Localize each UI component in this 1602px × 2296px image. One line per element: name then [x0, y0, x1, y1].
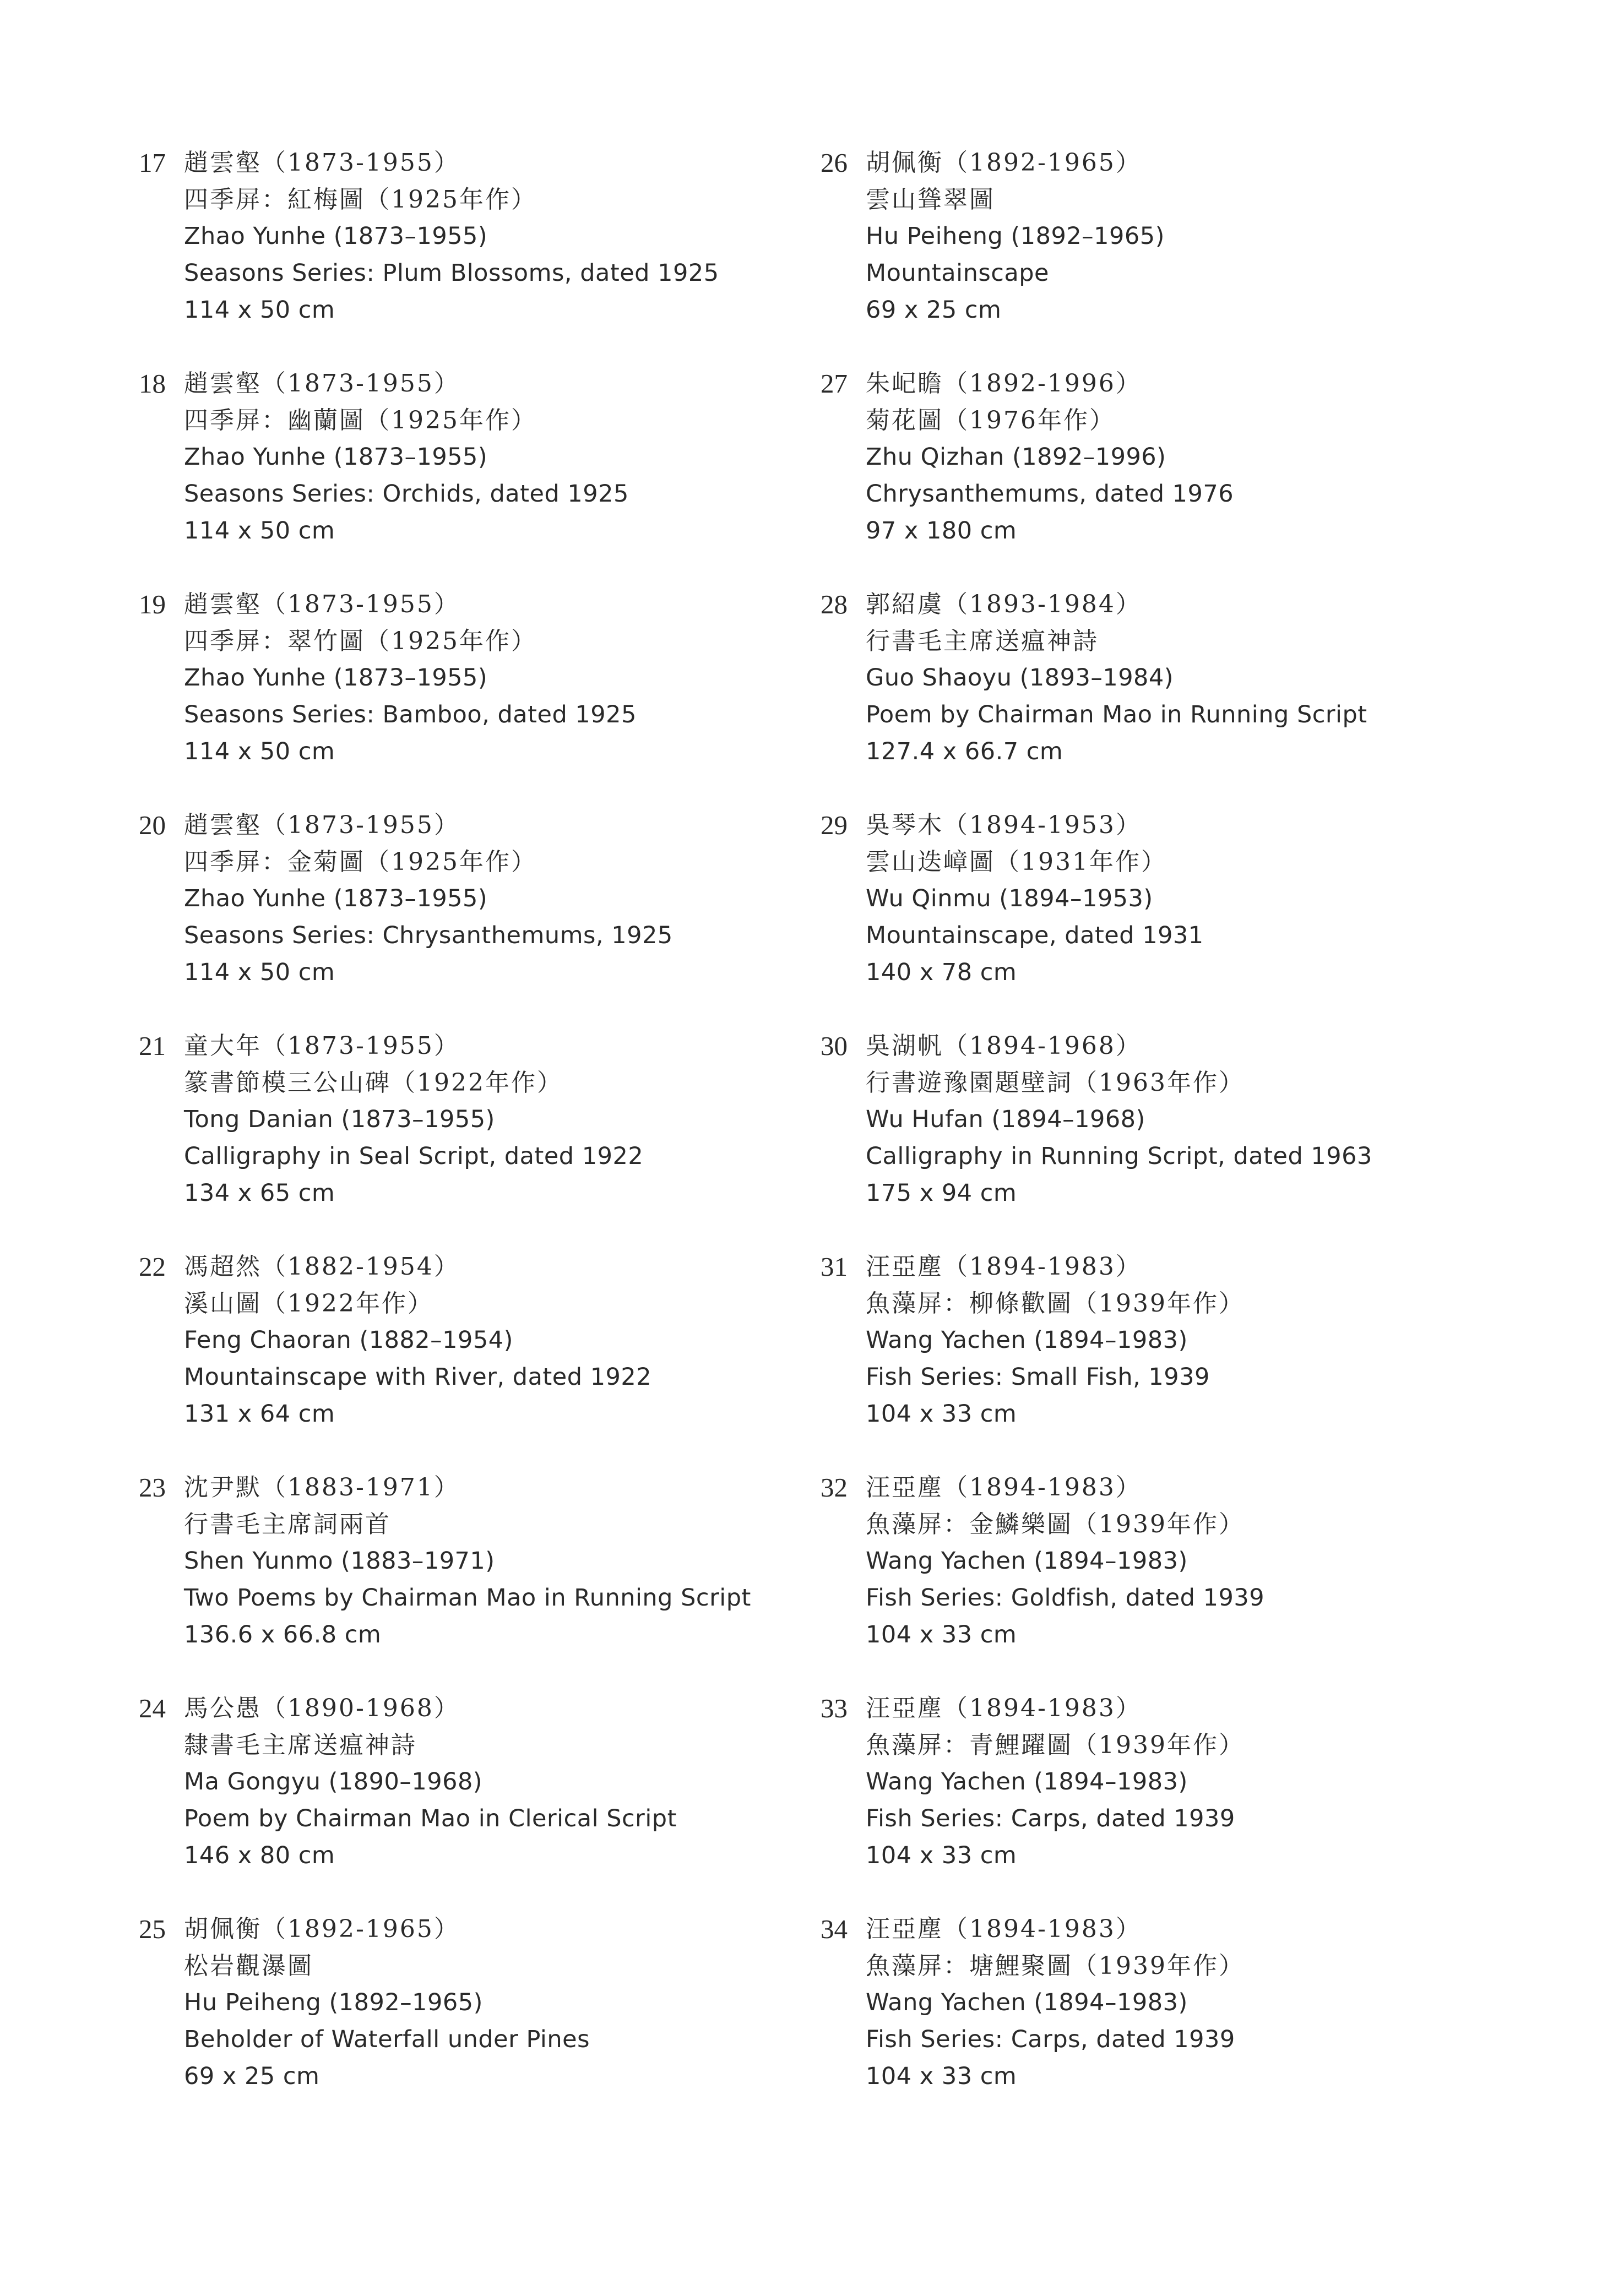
- work-title: Calligraphy in Seal Script, dated 1922: [184, 1142, 644, 1170]
- work-title: Calligraphy in Running Script, dated 1963: [866, 1142, 1372, 1170]
- work-dimensions: 114 x 50 cm: [184, 738, 335, 765]
- work-dimensions: 104 x 33 cm: [866, 1621, 1017, 1648]
- chinese-work-title: 菊花圖（1976年作）: [866, 406, 1115, 434]
- chinese-artist-name: 郭紹虞（1893-1984）: [866, 590, 1142, 618]
- work-title: Poem by Chairman Mao in Clerical Script: [184, 1805, 677, 1832]
- catalogue-entry: [821, 1690, 1459, 1911]
- work-title: Seasons Series: Orchids, dated 1925: [184, 480, 629, 508]
- chinese-artist-name: 汪亞塵（1894-1983）: [866, 1915, 1142, 1943]
- chinese-work-title: 行書遊豫園題壁詞（1963年作）: [866, 1069, 1245, 1097]
- work-title: Mountainscape with River, dated 1922: [184, 1363, 652, 1391]
- catalogue-entry: [139, 1027, 778, 1248]
- chinese-work-title: 魚藻屏：青鯉躍圖（1939年作）: [866, 1731, 1245, 1759]
- work-dimensions: 104 x 33 cm: [866, 1842, 1017, 1869]
- work-dimensions: 134 x 65 cm: [184, 1179, 335, 1207]
- chinese-artist-name: 汪亞塵（1894-1983）: [866, 1694, 1142, 1722]
- work-title: Mountainscape, dated 1931: [866, 922, 1204, 949]
- chinese-work-title: 雲山迭嶂圖（1931年作）: [866, 848, 1167, 876]
- work-title: Seasons Series: Plum Blossoms, dated 1925: [184, 259, 719, 287]
- work-title: Mountainscape: [866, 259, 1049, 287]
- entry-number: 23: [139, 1472, 166, 1503]
- artist-name: Hu Peiheng (1892–1965): [184, 1989, 483, 2016]
- catalogue-entry: [139, 1911, 778, 2131]
- left-column: [139, 144, 778, 2131]
- chinese-work-title: 四季屏：紅梅圖（1925年作）: [184, 186, 537, 214]
- entry-number: 25: [139, 1914, 166, 1944]
- chinese-artist-name: 吳湖帆（1894-1968）: [866, 1032, 1142, 1060]
- entry-number: 26: [821, 148, 848, 178]
- entry-number: 20: [139, 810, 166, 840]
- chinese-work-title: 雲山聳翠圖: [866, 186, 995, 214]
- work-dimensions: 97 x 180 cm: [866, 517, 1017, 545]
- chinese-artist-name: 朱屺瞻（1892-1996）: [866, 369, 1142, 398]
- work-title: Seasons Series: Chrysanthemums, 1925: [184, 922, 673, 949]
- catalogue-entry: [821, 1911, 1459, 2131]
- catalogue-entry: [821, 807, 1459, 1027]
- entry-number: 19: [139, 589, 166, 619]
- artist-name: Zhao Yunhe (1873–1955): [184, 664, 488, 692]
- work-title: Chrysanthemums, dated 1976: [866, 480, 1234, 508]
- catalogue-entry: [821, 1027, 1459, 1248]
- catalogue-entry: [821, 365, 1459, 586]
- chinese-work-title: 四季屏：翠竹圖（1925年作）: [184, 627, 537, 655]
- artist-name: Ma Gongyu (1890–1968): [184, 1768, 483, 1796]
- artist-name: Wang Yachen (1894–1983): [866, 1768, 1188, 1796]
- work-dimensions: 175 x 94 cm: [866, 1179, 1017, 1207]
- chinese-artist-name: 童大年（1873-1955）: [184, 1032, 460, 1060]
- chinese-artist-name: 趙雲壑（1873-1955）: [184, 590, 460, 618]
- artist-name: Zhao Yunhe (1873–1955): [184, 443, 488, 471]
- catalogue-entry: [821, 144, 1459, 365]
- entry-number: 18: [139, 368, 166, 399]
- work-dimensions: 69 x 25 cm: [184, 2063, 320, 2090]
- chinese-work-title: 行書毛主席送瘟神詩: [866, 627, 1099, 655]
- chinese-work-title: 魚藻屏：金鱗樂圖（1939年作）: [866, 1510, 1245, 1538]
- chinese-work-title: 魚藻屏：柳條歡圖（1939年作）: [866, 1290, 1245, 1318]
- chinese-work-title: 四季屏：金菊圖（1925年作）: [184, 848, 537, 876]
- work-dimensions: 114 x 50 cm: [184, 296, 335, 324]
- chinese-work-title: 魚藻屏：塘鯉聚圖（1939年作）: [866, 1952, 1245, 1980]
- catalogue-entry: [139, 144, 778, 365]
- chinese-work-title: 四季屏：幽蘭圖（1925年作）: [184, 406, 537, 434]
- artist-name: Hu Peiheng (1892–1965): [866, 222, 1165, 250]
- artist-name: Guo Shaoyu (1893–1984): [866, 664, 1174, 692]
- catalogue-entry: [139, 586, 778, 807]
- work-dimensions: 69 x 25 cm: [866, 296, 1002, 324]
- work-dimensions: 140 x 78 cm: [866, 959, 1017, 986]
- catalogue-entry: [139, 1690, 778, 1911]
- entry-number: 24: [139, 1693, 166, 1723]
- entry-number: 17: [139, 148, 166, 178]
- chinese-work-title: 松岩觀瀑圖: [184, 1952, 313, 1980]
- catalogue-entry: [139, 365, 778, 586]
- artist-name: Wang Yachen (1894–1983): [866, 1989, 1188, 2016]
- work-title: Poem by Chairman Mao in Running Script: [866, 701, 1367, 728]
- catalogue-entry: [139, 807, 778, 1027]
- work-title: Fish Series: Small Fish, 1939: [866, 1363, 1210, 1391]
- catalogue-entry: [139, 1248, 778, 1469]
- artist-name: Tong Danian (1873–1955): [184, 1106, 495, 1133]
- work-dimensions: 136.6 x 66.8 cm: [184, 1621, 382, 1648]
- chinese-artist-name: 汪亞塵（1894-1983）: [866, 1473, 1142, 1501]
- artist-name: Zhao Yunhe (1873–1955): [184, 885, 488, 912]
- artist-name: Wang Yachen (1894–1983): [866, 1326, 1188, 1354]
- artist-name: Wu Qinmu (1894–1953): [866, 885, 1153, 912]
- artist-name: Zhu Qizhan (1892–1996): [866, 443, 1166, 471]
- work-dimensions: 114 x 50 cm: [184, 959, 335, 986]
- work-dimensions: 104 x 33 cm: [866, 1400, 1017, 1428]
- chinese-work-title: 溪山圖（1922年作）: [184, 1290, 433, 1318]
- chinese-work-title: 行書毛主席詞兩首: [184, 1510, 391, 1538]
- chinese-artist-name: 趙雲壑（1873-1955）: [184, 369, 460, 398]
- chinese-artist-name: 馮超然（1882-1954）: [184, 1253, 460, 1281]
- catalogue-entry: [139, 1469, 778, 1690]
- work-title: Fish Series: Goldfish, dated 1939: [866, 1584, 1265, 1612]
- entry-number: 34: [821, 1914, 848, 1944]
- entry-number: 27: [821, 368, 848, 399]
- artist-name: Wang Yachen (1894–1983): [866, 1547, 1188, 1575]
- entry-number: 29: [821, 810, 848, 840]
- chinese-artist-name: 沈尹默（1883-1971）: [184, 1473, 460, 1501]
- artist-name: Wu Hufan (1894–1968): [866, 1106, 1145, 1133]
- work-dimensions: 131 x 64 cm: [184, 1400, 335, 1428]
- work-title: Seasons Series: Bamboo, dated 1925: [184, 701, 637, 728]
- right-column: [821, 144, 1459, 2131]
- artist-name: Shen Yunmo (1883–1971): [184, 1547, 495, 1575]
- work-title: Fish Series: Carps, dated 1939: [866, 2026, 1235, 2053]
- work-dimensions: 114 x 50 cm: [184, 517, 335, 545]
- work-dimensions: 127.4 x 66.7 cm: [866, 738, 1063, 765]
- entry-number: 22: [139, 1252, 166, 1282]
- entry-number: 28: [821, 589, 848, 619]
- catalogue-entry: [821, 586, 1459, 807]
- chinese-artist-name: 趙雲壑（1873-1955）: [184, 811, 460, 839]
- catalogue-entry: [821, 1469, 1459, 1690]
- work-dimensions: 104 x 33 cm: [866, 2063, 1017, 2090]
- chinese-artist-name: 馬公愚（1890-1968）: [184, 1694, 460, 1722]
- entry-number: 30: [821, 1031, 848, 1061]
- chinese-work-title: 篆書節模三公山碑（1922年作）: [184, 1069, 563, 1097]
- work-title: Beholder of Waterfall under Pines: [184, 2026, 590, 2053]
- artist-name: Zhao Yunhe (1873–1955): [184, 222, 488, 250]
- chinese-artist-name: 趙雲壑（1873-1955）: [184, 149, 460, 177]
- chinese-artist-name: 胡佩衡（1892-1965）: [184, 1915, 460, 1943]
- work-title: Two Poems by Chairman Mao in Running Script: [184, 1584, 751, 1612]
- entry-number: 32: [821, 1472, 848, 1503]
- entry-number: 21: [139, 1031, 166, 1061]
- work-dimensions: 146 x 80 cm: [184, 1842, 335, 1869]
- chinese-work-title: 隸書毛主席送瘟神詩: [184, 1731, 417, 1759]
- entry-number: 31: [821, 1252, 848, 1282]
- entry-number: 33: [821, 1693, 848, 1723]
- catalogue-entry: [821, 1248, 1459, 1469]
- work-title: Fish Series: Carps, dated 1939: [866, 1805, 1235, 1832]
- chinese-artist-name: 吳琴木（1894-1953）: [866, 811, 1142, 839]
- chinese-artist-name: 胡佩衡（1892-1965）: [866, 149, 1142, 177]
- chinese-artist-name: 汪亞塵（1894-1983）: [866, 1253, 1142, 1281]
- artist-name: Feng Chaoran (1882–1954): [184, 1326, 513, 1354]
